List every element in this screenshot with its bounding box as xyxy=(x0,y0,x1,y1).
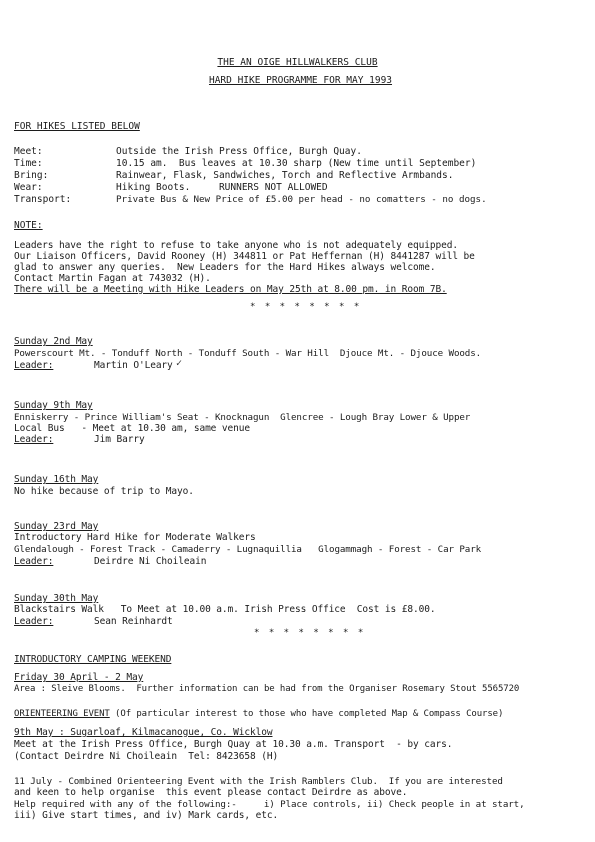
leader-name: Jim Barry xyxy=(94,434,145,445)
note-line: Contact Martin Fagan at 743032 (H). xyxy=(14,273,211,284)
orienteering-subheading: (Of particular interest to those who have completed Map & Compass Course) xyxy=(109,709,504,719)
july-line: 11 July - Combined Orienteering Event with the Irish Ramblers Club. If you are interested xyxy=(14,776,503,787)
hike-date: Sunday 23rd May xyxy=(14,521,99,532)
orienteering-heading-line xyxy=(14,709,503,720)
orienteering-heading: ORIENTEERING EVENT xyxy=(14,709,110,719)
hike-note: Introductory Hard Hike for Moderate Walkers xyxy=(14,532,256,543)
camping-area: Area : Sleive Blooms. Further information can be had from the Organiser Rosemary Stout 5565720 xyxy=(14,684,520,694)
july-line: iii) Give start times, and iv) Mark cards, etc. xyxy=(14,810,279,821)
detail-label-time: Time: xyxy=(14,158,43,169)
leader-label: Leader: xyxy=(14,360,54,371)
leader-label: Leader: xyxy=(14,556,54,567)
hike-date: Sunday 16th May xyxy=(14,474,99,485)
hike-route: Blackstairs Walk To Meet at 10.00 a.m. Irish Press Office Cost is £8.00. xyxy=(14,604,436,615)
programme-title: HARD HIKE PROGRAMME FOR MAY 1993 xyxy=(208,75,393,86)
orienteering-line: (Contact Deirdre Ni Choileain Tel: 8423658 (H) xyxy=(14,751,279,762)
note-line: Leaders have the right to refuse to take anyone who is not adequately equipped. xyxy=(14,240,458,251)
star-divider: * * * * * * * * xyxy=(250,302,362,312)
hike-route: Enniskerry - Prince William's Seat - Knocknagun Glencree - Lough Bray Lower & Upper xyxy=(14,412,471,423)
club-title: THE AN OIGE HILLWALKERS CLUB xyxy=(217,57,378,68)
detail-value-bring: Rainwear, Flask, Sandwiches, Torch and Reflective Armbands. xyxy=(116,170,454,181)
leader-name: Sean Reinhardt xyxy=(94,616,173,627)
detail-value-meet: Outside the Irish Press Office, Burgh Quay. xyxy=(116,146,362,157)
detail-label-transport: Transport: xyxy=(14,194,72,205)
intro-heading: FOR HIKES LISTED BELOW xyxy=(14,121,140,132)
hike-route: Powerscourt Mt. - Tonduff North - Tonduff South - War Hill Djouce Mt. - Djouce Woods. xyxy=(14,348,482,359)
orienteering-date: 9th May : Sugarloaf, Kilmacanogue, Co. Wicklow xyxy=(14,727,273,738)
check-mark-icon: ✓ xyxy=(176,358,183,369)
hike-date: Sunday 2nd May xyxy=(14,336,93,347)
july-line: Help required with any of the following:- i) Place controls, ii) Check people in at start, xyxy=(14,799,525,810)
leader-label: Leader: xyxy=(14,616,54,627)
detail-value-wear: Hiking Boots. RUNNERS NOT ALLOWED xyxy=(116,182,328,193)
hike-route: Glendalough - Forest Track - Camaderry - Lugnaquillia Glogammagh - Forest - Car Park xyxy=(14,544,482,555)
hike-note: No hike because of trip to Mayo. xyxy=(14,486,194,497)
hike-date: Sunday 30th May xyxy=(14,593,99,604)
detail-value-transport: Private Bus & New Price of £5.00 per head - no comatters - no dogs. xyxy=(116,194,487,205)
detail-label-bring: Bring: xyxy=(14,170,49,181)
note-line: glad to answer any queries. New Leaders for the Hard Hikes always welcome. xyxy=(14,262,436,273)
camping-date: Friday 30 April - 2 May xyxy=(14,672,144,683)
leader-name: Deirdre Ni Choileain xyxy=(94,556,207,567)
leader-label: Leader: xyxy=(14,434,54,445)
detail-label-meet: Meet: xyxy=(14,146,43,157)
note-line: Our Liaison Officers, David Rooney (H) 344811 or Pat Heffernan (H) 8441287 will be xyxy=(14,251,475,262)
orienteering-line: Meet at the Irish Press Office, Burgh Quay at 10.30 a.m. Transport - by cars. xyxy=(14,739,453,750)
leader-name: Martin O'Leary xyxy=(94,360,173,371)
note-line-meeting: There will be a Meeting with Hike Leaders on May 25th at 8.00 pm. in Room 7B. xyxy=(14,284,447,295)
hike-note: Local Bus - Meet at 10.30 am, same venue xyxy=(14,423,251,434)
camping-heading: INTRODUCTORY CAMPING WEEKEND xyxy=(14,654,172,665)
july-line: and keen to help organise this event please contact Deirdre as above. xyxy=(14,787,408,798)
note-heading: NOTE: xyxy=(14,220,43,231)
hike-date: Sunday 9th May xyxy=(14,400,93,411)
detail-label-wear: Wear: xyxy=(14,182,43,193)
detail-value-time: 10.15 am. Bus leaves at 10.30 sharp (New time until September) xyxy=(116,158,477,169)
star-divider: * * * * * * * * xyxy=(254,628,366,638)
